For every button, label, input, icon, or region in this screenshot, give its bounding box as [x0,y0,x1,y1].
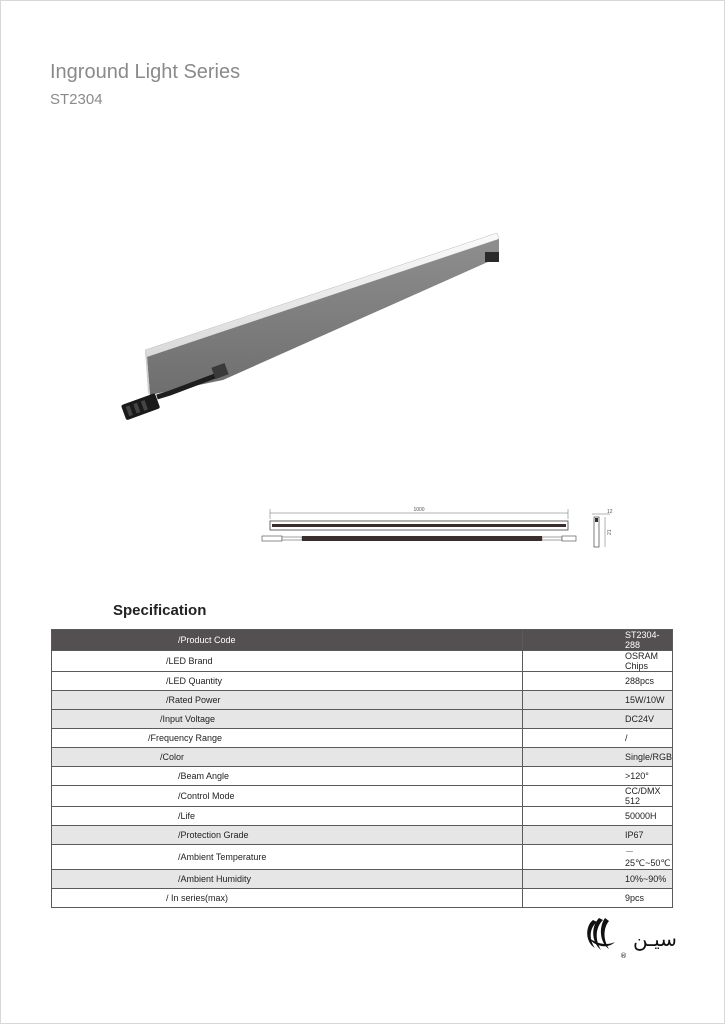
spec-value: IP67 [522,826,672,845]
spec-table [51,629,673,908]
spec-value: 9pcs [522,889,672,908]
spec-value: 50000H [522,807,672,826]
table-row [52,672,673,691]
table-row [52,729,673,748]
spec-value: 15W/10W [522,691,672,710]
table-row [52,710,673,729]
spec-value: >120° [522,767,672,786]
spec-label: /Life [52,807,523,826]
width-dimension: 12 [607,509,613,515]
table-row [52,870,673,889]
spec-label: /Input Voltage [52,710,523,729]
spec-value: Single/RGB [522,748,672,767]
spec-label: /Beam Angle [52,767,523,786]
spec-heading: Specification [113,602,207,619]
spec-value: 288pcs [522,672,672,691]
spec-label: /LED Brand [52,651,523,672]
spec-label: /Ambient Humidity [52,870,523,889]
table-row [52,826,673,845]
spec-label: /LED Quantity [52,672,523,691]
spec-label: /Rated Power [52,691,523,710]
spec-value: DC24V [522,710,672,729]
swirl-icon [586,918,616,950]
spec-label: /Protection Grade [52,826,523,845]
table-row [52,845,673,870]
page-title: Inground Light Series [50,61,241,83]
dimension-drawing [258,505,618,555]
spec-label: /Control Mode [52,786,523,807]
table-row [52,889,673,908]
table-row [52,786,673,807]
spec-label: /Ambient Temperature [52,845,523,870]
spec-value: CC/DMX 512 [522,786,672,807]
spec-label: /Color [52,748,523,767]
spec-value: －25℃~50℃ [522,845,672,870]
table-row [52,691,673,710]
table-row [52,748,673,767]
table-row [52,807,673,826]
table-row [52,630,673,651]
spec-label: /Frequency Range [52,729,523,748]
spec-label: /Product Code [52,630,523,651]
model-number: ST2304 [50,91,103,108]
spec-value: / [522,729,672,748]
spec-value: 10%~90% [522,870,672,889]
spec-label: / In series(max) [52,889,523,908]
height-dimension: 21 [607,529,613,535]
brand-wordmark: سيـن [633,927,677,951]
product-image [105,225,505,430]
table-row [52,767,673,786]
table-row [52,651,673,672]
spec-value: ST2304-288 [522,630,672,651]
length-dimension: 1000 [413,507,425,513]
brand-logo [583,912,683,962]
registered-mark: ® [620,952,627,960]
spec-value: OSRAM Chips [522,651,672,672]
